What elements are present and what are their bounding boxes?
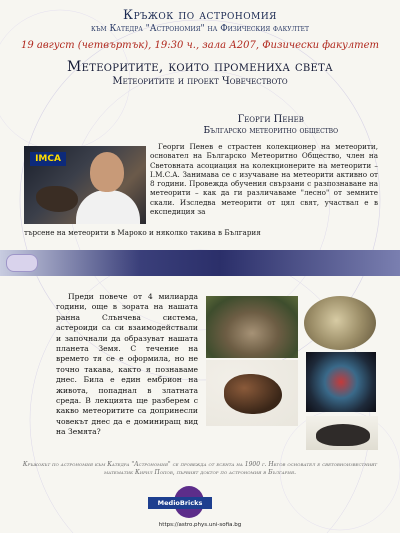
meteorite-in-hand: [36, 186, 78, 212]
lecture-title: Метеоритите, които промениха света: [66, 59, 333, 75]
club-name: Кръжок по астрономия: [123, 8, 277, 23]
lecture-description: Преди повече от 4 милиарда години, още в зората на нашата ранна Слънчева система, астероиди са си взаимодействали и започнали да образуват нашата планета Земя. С течение на времето тя се е оформила, но не точно такава, както я познаваме днес. Била е един ембрион на живота, попаднал в златната среда. В лекцията ще разберем с какво метеоритите са допринесли човекът днес да е доминиращ вид на Земята?: [56, 292, 198, 437]
astronomy-club-logo: [6, 254, 38, 272]
ancient-amphitheater-photo: [206, 296, 298, 358]
poster-header: [0, 8, 400, 87]
meteorite-shape: [224, 374, 282, 414]
speaker-photo: [24, 146, 146, 224]
event-venue: , зала А207, Физически факултет: [195, 40, 380, 51]
meteorite-specimen-photo: [206, 360, 298, 426]
sponsor-name: MedioBricks: [148, 497, 212, 509]
speaker-organization: Българско метеоритно общество: [203, 126, 338, 136]
department-name: към Катедра "Астрономия" на Физическия факултет: [91, 24, 309, 34]
sponsor-logo: [148, 486, 212, 518]
speaker-bio: Георги Пенев е страстен колекционер на метеорити, основател на Българско Метеоритно Общество, член на Световната асоциация на колекционерите на метеорити – I.M.C.A. Занимава се с изучаване на метеорити активно от 8 години. Провежда обучения свързани с разпознаване на метеорити – как да ги различаваме "лесно" от земните скали. Изследва метеорити от цял свят, участвал е в експедиция за: [150, 142, 378, 217]
footer-note: Кръжокът по астрономия към Катедра "Астрономия" се провежда от есента на 1900 г. Негов основател е световноизвестният математик Кирил Попов, първият доктор по астрономия в България.: [22, 461, 378, 476]
iron-meteorite-shape: [316, 424, 370, 446]
meteorite-thin-section-photo: [304, 296, 376, 350]
galaxy-banner: [0, 250, 400, 276]
iron-meteorite-photo: [306, 416, 378, 450]
lecture-subtitle: Метеоритите и проект Човечеството: [112, 76, 288, 87]
meteorite-microscope-photo: [306, 352, 376, 412]
speaker-shirt: [76, 190, 140, 224]
website-url[interactable]: https://astro.phys.uni-sofia.bg: [158, 522, 242, 528]
speaker-block: [203, 114, 338, 136]
event-datetime: [0, 40, 400, 51]
speaker-name: Георги Пенев: [237, 114, 304, 125]
speaker-bio-continued: търсене на метеорити в Мароко и няколко такива в България: [24, 228, 261, 237]
event-date: 19 август (четвъртък), 19:30 ч.: [20, 40, 196, 51]
imca-logo: IMCA: [30, 152, 66, 166]
speaker-head: [90, 152, 124, 192]
